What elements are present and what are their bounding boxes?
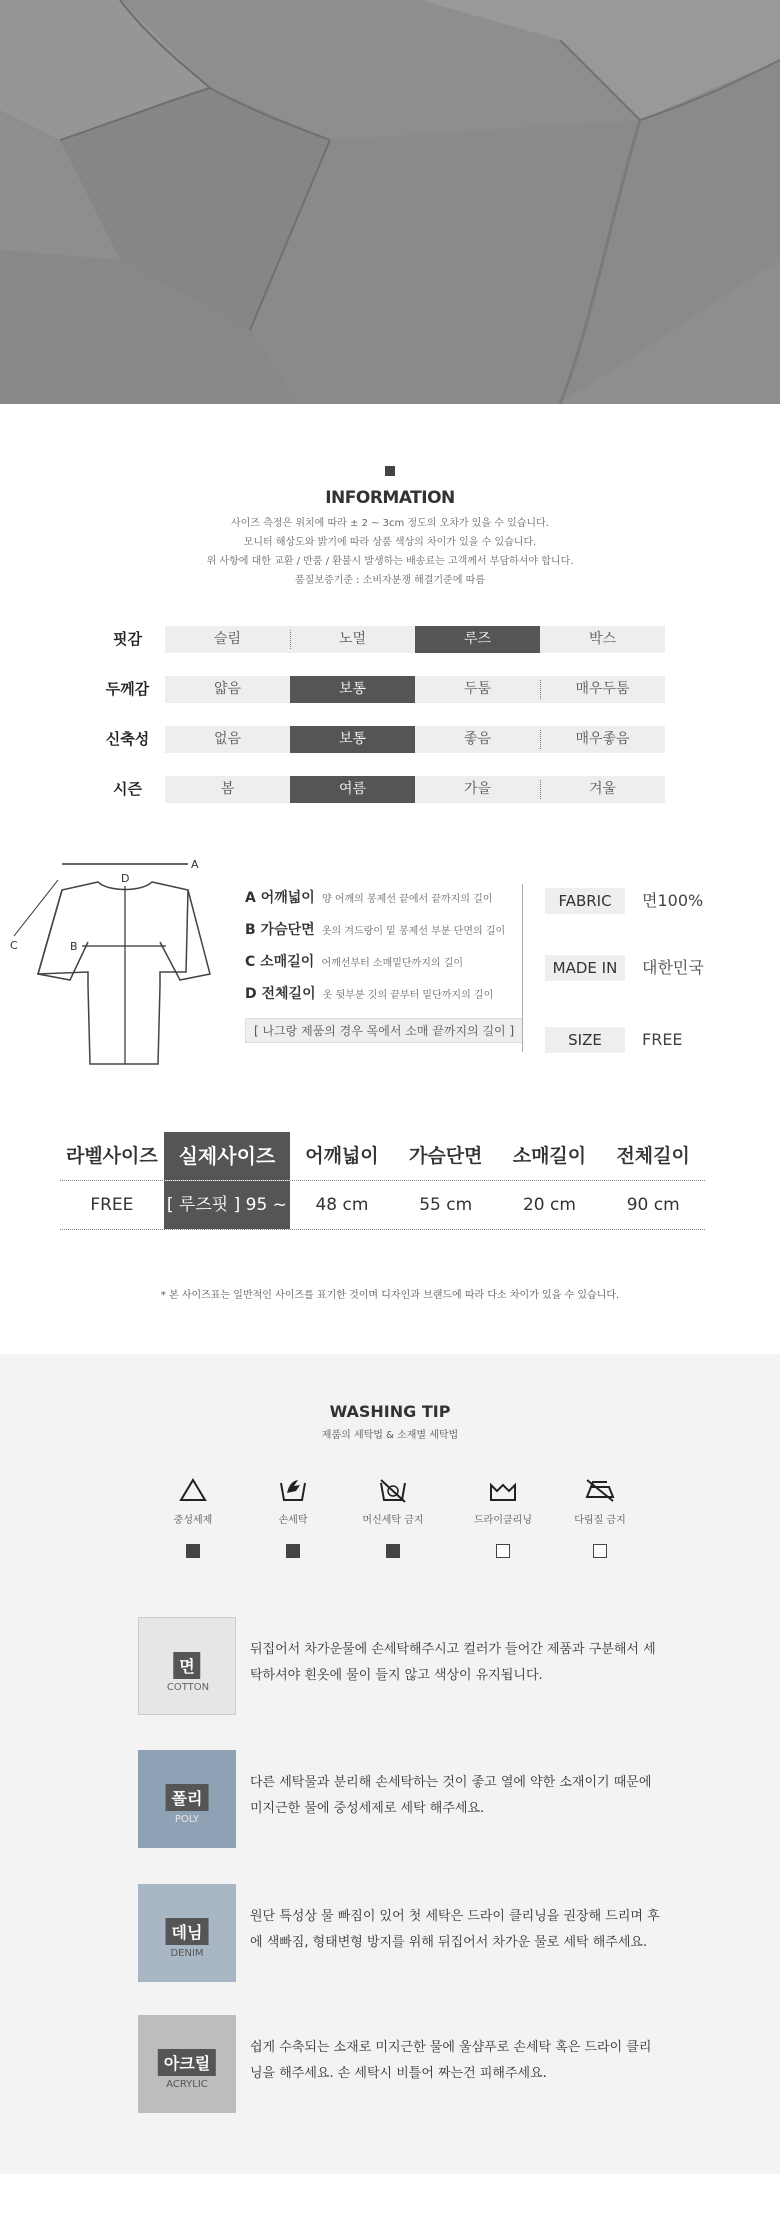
wash-checkbox	[386, 1544, 400, 1558]
spec-value: 면100%	[642, 891, 704, 910]
wash-label: 드라이클리닝	[474, 1515, 532, 1526]
property-option-selected: 보통	[290, 726, 415, 753]
property-row-stretch	[90, 726, 670, 753]
property-label: 두께감	[105, 680, 150, 698]
wash-instruction	[238, 1477, 348, 1558]
property-row-fit	[90, 626, 670, 653]
property-option-selected: 루즈	[415, 626, 540, 653]
property-row-thickness	[90, 676, 670, 703]
spec-key: FABRIC	[545, 888, 625, 914]
note-line: 사이즈 측정은 위치에 따라 ± 2 ~ 3cm 정도의 오차가 있을 수 있습니다.	[231, 518, 549, 529]
fabric-swatch	[138, 2015, 236, 2113]
fabric-text: 원단 특성상 물 빠짐이 있어 첫 세탁은 드라이 클리닝을 권장해 드리며 후에 색빠짐, 형태변형 방지를 위해 뒤집어서 차가운 물로 세탁 해주세요.	[250, 1909, 660, 1950]
fabric-text: 뒤집어서 차가운물에 손세탁해주시고 컬러가 들어간 제품과 구분해서 세탁하셔야 흰옷에 물이 들지 않고 색상이 유지됩니다.	[250, 1642, 656, 1683]
measure-key: C 소매길이	[245, 954, 315, 970]
property-option: 슬림	[165, 626, 290, 653]
hand-wash-icon	[278, 1477, 308, 1503]
size-table-row	[60, 1180, 705, 1263]
measure-shoulder	[245, 887, 535, 907]
fabric-name: 폴리	[166, 1784, 209, 1811]
note-line: 모니터 해상도와 밝기에 따라 상품 색상의 차이가 있을 수 있습니다.	[243, 537, 537, 548]
diagram-letter: A	[191, 858, 199, 871]
property-option: 겨울	[540, 776, 665, 803]
property-label: 시즌	[113, 780, 142, 798]
property-option: 좋음	[415, 726, 540, 753]
dry-clean-icon	[488, 1477, 518, 1503]
wash-instruction	[448, 1477, 558, 1558]
washing-title: WASHING TIP	[329, 1402, 451, 1421]
size-cell: 20 cm	[522, 1195, 576, 1215]
measure-desc: 어깨선부터 소매밑단까지의 길이	[321, 958, 464, 969]
size-cell-active: [ 루즈핏 ] 95 ~ 100	[164, 1181, 290, 1229]
spec-made-in	[545, 955, 745, 981]
wash-label: 손세탁	[278, 1515, 308, 1526]
property-label: 핏감	[113, 630, 142, 648]
fabric-swatch	[138, 1617, 236, 1715]
wash-checkbox	[593, 1544, 607, 1558]
property-grid	[90, 626, 670, 826]
fabric-text: 다른 세탁물과 분리해 손세탁하는 것이 좋고 열에 약한 소재이기 때문에 미지근한 물에 중성세제로 세탁 해주세요.	[250, 1775, 652, 1816]
property-option: 봄	[165, 776, 290, 803]
no-machine-wash-icon	[378, 1477, 408, 1503]
size-cell: 48 cm	[315, 1195, 369, 1215]
spec-value: FREE	[642, 1030, 683, 1049]
spec-key: SIZE	[545, 1027, 625, 1053]
note-line: 품질보증기준 : 소비자분쟁 해결기준에 따름	[295, 575, 485, 586]
property-option: 박스	[540, 626, 665, 653]
spec-divider	[522, 884, 523, 1052]
spec-key: MADE IN	[545, 955, 625, 981]
diagram-letter: C	[10, 939, 18, 952]
wash-instruction	[138, 1477, 248, 1558]
neutral-detergent-icon	[178, 1477, 208, 1503]
property-option: 없음	[165, 726, 290, 753]
product-fabric-photo	[0, 0, 780, 404]
measure-desc: 양 어깨의 봉제선 끝에서 끝까지의 길이	[322, 894, 493, 905]
washing-tip-section	[0, 1354, 780, 2174]
measure-length	[245, 983, 535, 1003]
wash-checkbox	[496, 1544, 510, 1558]
size-cell: 55 cm	[419, 1195, 473, 1215]
size-table-header	[60, 1132, 705, 1180]
fabric-en: COTTON	[166, 1682, 210, 1693]
property-option: 매우좋음	[540, 726, 665, 753]
information-title: INFORMATION	[325, 488, 455, 508]
property-option: 가을	[415, 776, 540, 803]
title-bullet	[385, 466, 395, 476]
property-label: 신축성	[105, 730, 150, 748]
spec-value: 대한민국	[642, 958, 704, 977]
size-header-cell: 어깨넓이	[305, 1145, 379, 1167]
wash-label: 중성세제	[173, 1515, 213, 1526]
wash-checkbox	[186, 1544, 200, 1558]
fabric-text: 쉽게 수축되는 소재로 미지근한 물에 울샴푸로 손세탁 혹은 드라이 클리닝을 해주세요. 손 세탁시 비틀어 짜는건 피해주세요.	[250, 2040, 652, 2081]
spec-fabric	[545, 888, 745, 914]
size-header-cell: 전체길이	[616, 1145, 690, 1167]
information-section	[0, 466, 780, 590]
fabric-en: POLY	[174, 1814, 200, 1825]
raglan-note: [ 나그랑 제품의 경우 목에서 소매 끝까지의 길이 ]	[245, 1018, 523, 1043]
measure-key: D 전체길이	[245, 986, 316, 1002]
spec-size	[545, 1027, 745, 1053]
property-option: 두툼	[415, 676, 540, 703]
fabric-name: 아크릴	[158, 2049, 216, 2076]
wash-instruction	[545, 1477, 655, 1558]
wash-label: 다림질 금지	[574, 1515, 626, 1526]
size-footnote: * 본 사이즈표는 일반적인 사이즈를 표기한 것이며 디자인과 브랜드에 따라 다소 차이가 있을 수 있습니다.	[160, 1290, 620, 1301]
property-option: 노멀	[290, 626, 415, 653]
fabric-name: 면	[173, 1652, 200, 1679]
wash-checkbox	[286, 1544, 300, 1558]
measure-desc: 옷 뒷부분 깃의 끝부터 밑단까지의 길이	[322, 990, 494, 1001]
diagram-letter: D	[121, 872, 130, 885]
size-table	[60, 1132, 705, 1263]
property-option: 얇음	[165, 676, 290, 703]
wash-label: 머신세탁 금지	[362, 1515, 424, 1526]
fabric-swatch	[138, 1884, 236, 1982]
fabric-swatch	[138, 1750, 236, 1848]
diagram-letter: B	[70, 940, 78, 953]
size-cell: FREE	[90, 1195, 134, 1215]
fabric-en: ACRYLIC	[166, 2079, 208, 2090]
measure-chest	[245, 919, 535, 939]
property-option: 매우두툼	[540, 676, 665, 703]
measure-sleeve	[245, 951, 535, 971]
washing-subtitle: 제품의 세탁법 & 소재별 세탁법	[321, 1430, 459, 1441]
size-header-cell: 가슴단면	[408, 1145, 483, 1167]
property-option-selected: 여름	[290, 776, 415, 803]
note-line: 위 사항에 대한 교환 / 반품 / 환불시 발생하는 배송료는 고객께서 부담하셔야 합니다.	[206, 556, 574, 567]
measure-key: B 가슴단면	[245, 922, 315, 938]
no-ironing-icon	[583, 1477, 617, 1503]
fabric-en: DENIM	[170, 1948, 204, 1959]
tshirt-diagram	[0, 846, 240, 1066]
size-header-cell: 소매길이	[512, 1145, 587, 1167]
wash-instruction	[338, 1477, 448, 1558]
property-option-selected: 보통	[290, 676, 415, 703]
property-row-season	[90, 776, 670, 803]
information-notes	[0, 514, 780, 590]
size-cell: 90 cm	[626, 1195, 680, 1215]
measure-desc: 옷의 겨드랑이 밑 봉제선 부분 단면의 길이	[321, 926, 506, 937]
measure-key: A 어깨넓이	[245, 890, 315, 906]
size-header-cell: 라벨사이즈	[65, 1145, 158, 1167]
fabric-name: 데님	[166, 1918, 209, 1945]
size-header-cell-active: 실제사이즈	[164, 1132, 290, 1180]
